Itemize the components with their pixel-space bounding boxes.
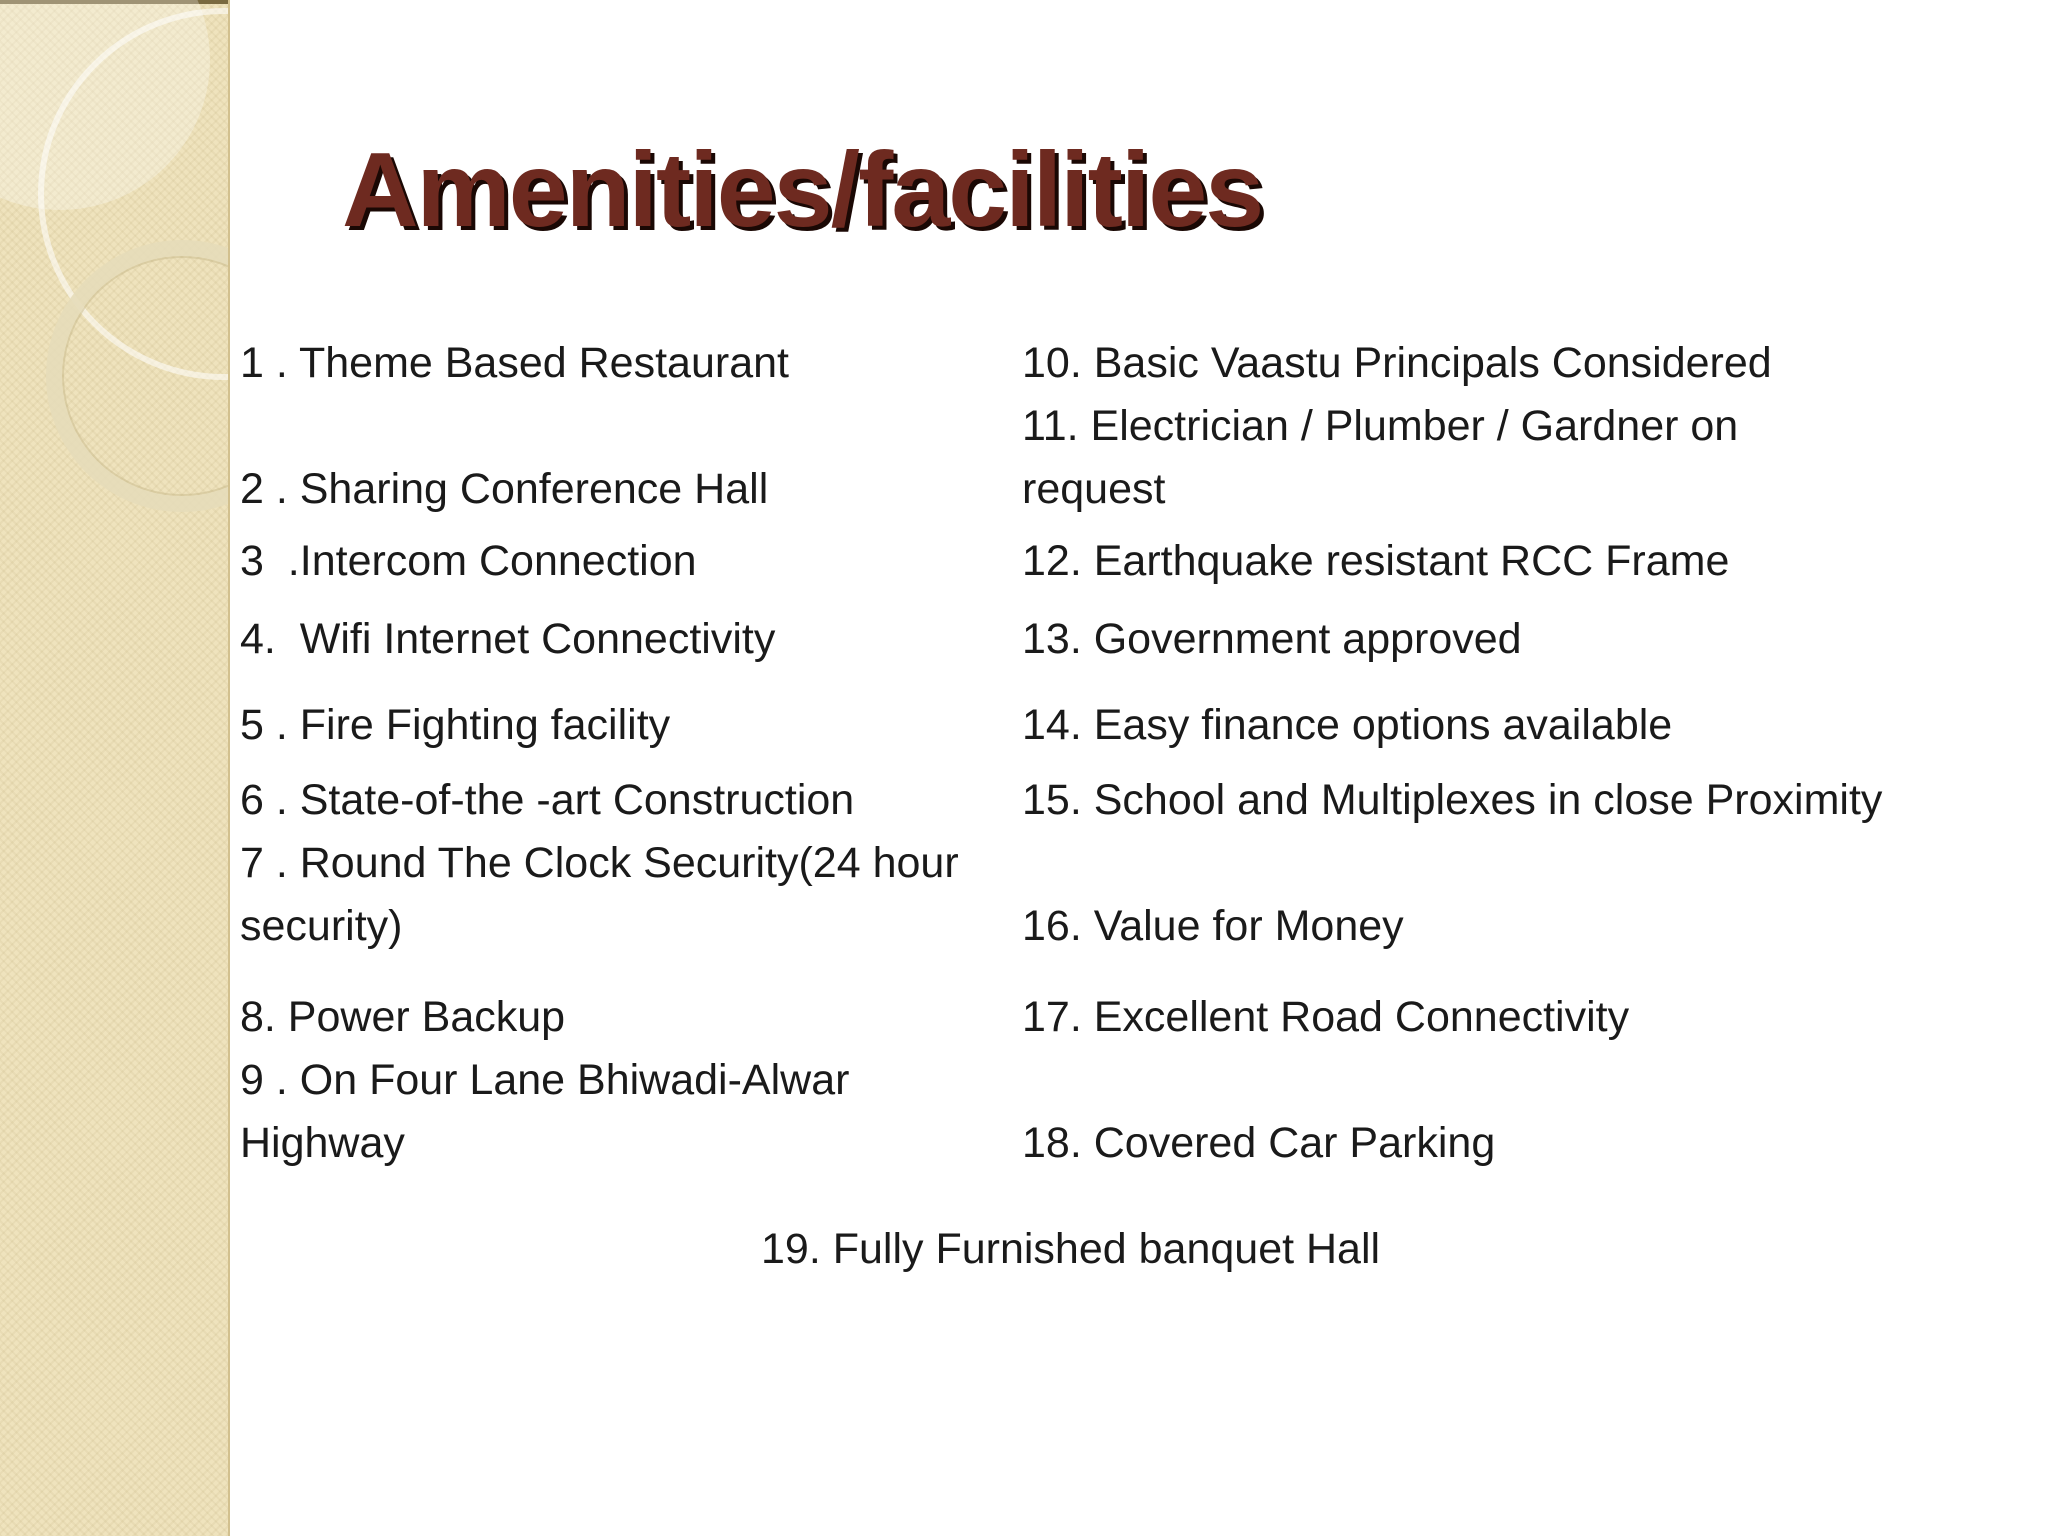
amenity-item-4: 4. Wifi Internet Connectivity — [240, 615, 776, 663]
amenity-item-3: 3 .Intercom Connection — [240, 537, 697, 585]
amenity-item-10: 10. Basic Vaastu Principals Considered — [1022, 339, 1772, 387]
amenity-item-19: 19. Fully Furnished banquet Hall — [761, 1225, 1381, 1273]
decorative-sidebar — [0, 0, 230, 1536]
amenity-item-2: 2 . Sharing Conference Hall — [240, 465, 769, 513]
amenity-item-8: 8. Power Backup — [240, 993, 566, 1041]
amenity-item-9: 9 . On Four Lane Bhiwadi-Alwar Highway — [240, 1056, 850, 1167]
amenity-item-12: 12. Earthquake resistant RCC Frame — [1022, 537, 1730, 585]
amenity-item-18: 18. Covered Car Parking — [1022, 1119, 1496, 1167]
amenity-item-15: 15. School and Multiplexes in close Proximity — [1022, 776, 1883, 824]
amenity-item-17: 17. Excellent Road Connectivity — [1022, 993, 1630, 1041]
amenity-item-16: 16. Value for Money — [1022, 902, 1404, 950]
amenity-item-7: 7 . Round The Clock Security(24 hour security) — [240, 839, 959, 950]
amenity-item-5: 5 . Fire Fighting facility — [240, 701, 671, 749]
amenity-item-6: 6 . State-of-the -art Construction — [240, 776, 855, 824]
slide-title: Amenities/facilities — [342, 131, 1263, 249]
amenity-item-14: 14. Easy finance options available — [1022, 701, 1673, 749]
amenity-item-13: 13. Government approved — [1022, 615, 1522, 663]
amenity-item-1: 1 . Theme Based Restaurant — [240, 339, 789, 387]
amenity-item-11: 11. Electrician / Plumber / Gardner on request — [1022, 402, 1739, 513]
